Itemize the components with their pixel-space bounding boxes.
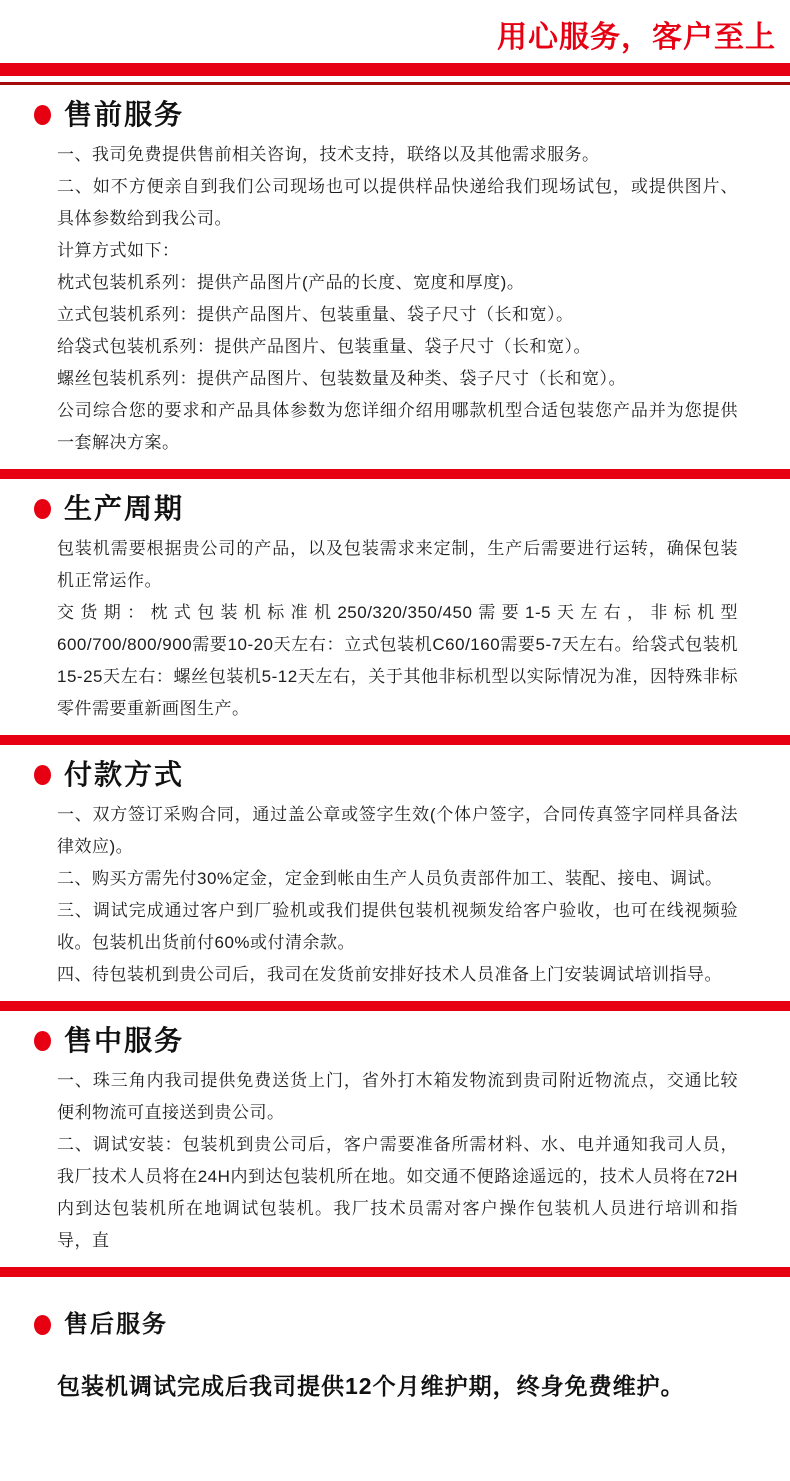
bullet-dot-icon <box>34 1315 51 1335</box>
paragraph: 一、我司免费提供售前相关咨询，技术支持，联络以及其他需求服务。 <box>57 145 600 164</box>
section-body <box>0 1059 790 1257</box>
bullet-dot-icon <box>34 105 51 125</box>
bullet-dot-icon <box>34 765 51 785</box>
section-heading-row <box>0 1307 790 1343</box>
service-section <box>0 1023 790 1257</box>
paragraph: 二、如不方便亲自到我们公司现场也可以提供样品快递给我们现场试包，或提供图片、具体参数给到我公司。 <box>57 177 738 228</box>
section-body <box>0 527 790 725</box>
section-body <box>0 133 790 459</box>
service-section <box>0 1307 790 1403</box>
service-section <box>0 757 790 991</box>
paragraph: 三、调试完成通过客户到厂验机或我们提供包装机视频发给客户验收，也可在线视频验收。包装机出货前付60%或付清余款。 <box>57 901 738 952</box>
paragraph: 二、购买方需先付30%定金，定金到帐由生产人员负责部件加工、装配、接电、调试。 <box>57 869 723 888</box>
header-accent-line <box>0 82 790 85</box>
paragraph: 立式包装机系列：提供产品图片、包装重量、袋子尺寸（长和宽）。 <box>57 305 574 324</box>
paragraph: 包装机需要根据贵公司的产品，以及包装需求来定制，生产后需要进行运转，确保包装机正常运作。 <box>57 539 738 590</box>
paragraph: 计算方式如下： <box>57 241 180 260</box>
section-heading-row <box>0 97 790 133</box>
paragraph: 公司综合您的要求和产品具体参数为您详细介绍用哪款机型合适包装您产品并为您提供一套解决方案。 <box>57 401 738 452</box>
section-body <box>0 1343 790 1403</box>
paragraph: 交货期：枕式包装机标准机250/320/350/450需要1-5天左右，非标机型600/700/800/900需要10-20天左右：立式包装机C60/160需要5-7天左右。给袋式包装机15-25天左右：螺丝包装机5-12天左右，关于其他非标机型以实际情况为准，因特殊非标零件需要重新画图生产。 <box>57 603 738 718</box>
paragraph: 螺丝包装机系列：提供产品图片、包装数量及种类、袋子尺寸（长和宽）。 <box>57 369 626 388</box>
paragraph: 二、调试安装：包装机到贵公司后，客户需要准备所需材料、水、电并通知我司人员，我厂技术人员将在24H内到达包装机所在地。如交通不便路途遥远的，技术人员将在72H内到达包装机所在地调试包装机。我厂技术员需对客户操作包装机人员进行培训和指导，直 <box>57 1135 738 1250</box>
section-divider-bar <box>0 1267 790 1277</box>
paragraph: 给袋式包装机系列：提供产品图片、包装重量、袋子尺寸（长和宽）。 <box>57 337 591 356</box>
section-title: 售前服务 <box>64 99 185 130</box>
section-divider-bar <box>0 735 790 745</box>
section-divider-bar <box>0 1001 790 1011</box>
section-body <box>0 793 790 991</box>
section-divider-bar <box>0 469 790 479</box>
service-section <box>0 491 790 725</box>
service-section <box>0 97 790 459</box>
section-title: 售中服务 <box>64 1025 185 1056</box>
section-title: 付款方式 <box>64 759 185 790</box>
section-title: 售后服务 <box>64 1311 168 1338</box>
section-heading-row <box>0 757 790 793</box>
paragraph: 一、珠三角内我司提供免费送货上门，省外打木箱发物流到贵司附近物流点，交通比较便利物流可直接送到贵公司。 <box>57 1071 738 1122</box>
header-divider-bar <box>0 63 790 76</box>
paragraph: 四、待包装机到贵公司后，我司在发货前安排好技术人员准备上门安装调试培训指导。 <box>57 965 722 984</box>
paragraph: 枕式包装机系列：提供产品图片(产品的长度、宽度和厚度)。 <box>57 273 525 292</box>
page-slogan: 用心服务，客户至上 <box>497 21 776 54</box>
paragraph: 一、双方签订采购合同，通过盖公章或签字生效(个体户签字，合同传真签字同样具备法律效应)。 <box>57 805 738 856</box>
bullet-dot-icon <box>34 499 51 519</box>
section-heading-row <box>0 1023 790 1059</box>
section-title: 生产周期 <box>64 493 185 524</box>
bullet-dot-icon <box>34 1031 51 1051</box>
sections-container <box>0 97 790 1481</box>
section-heading-row <box>0 491 790 527</box>
paragraph: 包装机调试完成后我司提供12个月维护期，终身免费维护。 <box>57 1373 685 1399</box>
